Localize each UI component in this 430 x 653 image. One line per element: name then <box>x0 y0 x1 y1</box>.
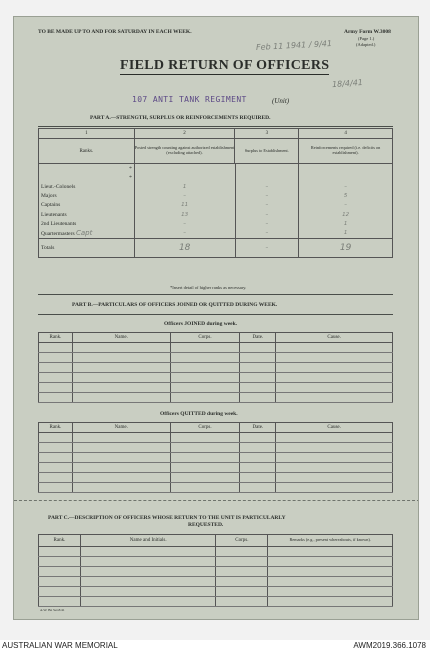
archive-footer <box>0 640 430 653</box>
col-number-3: 3 <box>235 129 299 139</box>
unit-name: 107 ANTI TANK REGIMENT <box>132 95 247 104</box>
surplus-value: – <box>235 219 299 228</box>
joined-title: Officers JOINED during week. <box>164 321 238 327</box>
table-row <box>39 473 393 483</box>
footnote: *Insert detail of higher ranks as necessary. <box>170 285 247 290</box>
posted-value: 1 <box>134 182 235 191</box>
col-corps: Corps. <box>216 535 268 547</box>
col-name: Name. <box>72 423 170 433</box>
surplus-value: – <box>235 201 299 210</box>
table-row <box>39 219 393 228</box>
surplus-value: – <box>235 210 299 219</box>
handwritten-date: Feb 11 1941 / 9/41 <box>255 39 333 52</box>
total-posted: 18 <box>134 238 235 257</box>
col-header-ranks: Ranks. <box>39 139 135 164</box>
col-number-1: 1 <box>39 129 135 139</box>
rank-label: Lieut.-Colonels <box>39 182 135 191</box>
archive-name: AUSTRALIAN WAR MEMORIAL <box>2 641 118 650</box>
handwritten-reference: 18/4/41 <box>331 77 364 90</box>
col-header-surplus: Surplus to Establishment. <box>235 139 299 164</box>
table-row <box>39 463 393 473</box>
table-row <box>39 547 393 557</box>
surplus-value: – <box>235 192 299 201</box>
table-row <box>39 343 393 353</box>
form-title: FIELD RETURN OF OFFICERS <box>120 58 330 73</box>
part-b-heading: PART B.—PARTICULARS OF OFFICERS JOINED OR QUITTED DURING WEEK. <box>72 302 278 308</box>
col-cause: Cause. <box>276 423 393 433</box>
col-cause: Cause. <box>276 333 393 343</box>
table-row <box>39 192 393 201</box>
table-row: * <box>39 164 393 173</box>
adapted-label: (Adapted.) <box>356 42 376 47</box>
col-date: Date. <box>240 333 276 343</box>
part-a-heading: PART A.—STRENGTH, SURPLUS OR REINFORCEMENTS REQUIRED. <box>90 115 271 121</box>
handwritten-rank-note: Capt <box>75 228 93 237</box>
col-date: Date. <box>240 423 276 433</box>
table-row: * <box>39 173 393 182</box>
col-corps: Corps. <box>170 333 240 343</box>
col-rank: Rank. <box>39 333 73 343</box>
field-return-form <box>13 16 419 620</box>
part-c-heading-cont: REQUESTED. <box>188 522 224 528</box>
col-name: Name. <box>72 333 170 343</box>
reinforcements-value: 1 <box>299 219 393 228</box>
col-header-reinforcements: Reinforcements required (i.e. deficits on establishment). <box>299 139 393 164</box>
total-surplus: – <box>235 238 299 257</box>
page-number: (Page 1.) <box>358 36 375 41</box>
table-row <box>39 383 393 393</box>
col-number-4: 4 <box>299 129 393 139</box>
surplus-value: – <box>235 228 299 238</box>
totals-label: Totals <box>39 238 135 257</box>
surplus-value: – <box>235 182 299 191</box>
col-rank: Rank. <box>39 535 81 547</box>
printer-mark: A.W. Bn Ser.8/41 <box>40 608 65 612</box>
table-row <box>39 597 393 607</box>
quitted-title: Officers QUITTED during week. <box>160 411 238 417</box>
posted-value: – <box>134 228 235 238</box>
table-row <box>39 353 393 363</box>
table-row <box>39 453 393 463</box>
joined-table <box>38 332 393 403</box>
table-row <box>39 433 393 443</box>
rank-label: 2nd Lieutenants <box>39 219 135 228</box>
table-row <box>39 483 393 493</box>
table-row <box>39 393 393 403</box>
col-rank: Rank. <box>39 423 73 433</box>
part-c-heading: PART C.—DESCRIPTION OF OFFICERS WHOSE RETURN TO THE UNIT IS PARTICULARLY <box>48 515 286 521</box>
table-row <box>39 443 393 453</box>
reinforcements-value: 1 <box>299 228 393 238</box>
fold-line <box>14 500 419 501</box>
col-number-2: 2 <box>134 129 235 139</box>
posted-value: – <box>134 219 235 228</box>
total-reinforcements: 19 <box>299 238 393 257</box>
reinforcements-value: – <box>299 182 393 191</box>
table-row <box>39 210 393 219</box>
table-row <box>39 363 393 373</box>
rank-label: Quartermasters <box>41 230 75 237</box>
totals-row <box>39 238 393 257</box>
rank-label: Captains <box>39 201 135 210</box>
col-name-initials: Name and Initials. <box>80 535 216 547</box>
rank-label: Majors <box>39 192 135 201</box>
table-row <box>39 201 393 210</box>
posted-value: 13 <box>134 210 235 219</box>
part-c-table <box>38 534 393 607</box>
posted-value: – <box>134 192 235 201</box>
table-row <box>39 567 393 577</box>
reinforcements-value: 12 <box>299 210 393 219</box>
ranks-table <box>38 164 393 258</box>
table-row <box>39 577 393 587</box>
quitted-table <box>38 422 393 493</box>
instruction-text: TO BE MADE UP TO AND FOR SATURDAY IN EACH WEEK. <box>38 29 192 35</box>
reinforcements-value: 5 <box>299 192 393 201</box>
posted-value: 11 <box>134 201 235 210</box>
col-corps: Corps. <box>170 423 240 433</box>
rank-label: Lieutenants <box>39 210 135 219</box>
table-row <box>39 182 393 191</box>
unit-label: (Unit) <box>272 97 290 105</box>
part-a-table <box>38 128 393 164</box>
form-id: Army Form W.3008 <box>344 29 391 35</box>
table-row <box>39 373 393 383</box>
table-row <box>39 587 393 597</box>
reinforcements-value: – <box>299 201 393 210</box>
table-row <box>39 228 393 238</box>
col-remarks: Remarks (e.g., present whereabouts, if known). <box>268 535 393 547</box>
archive-accession: AWM2019.366.1078 <box>353 641 426 650</box>
table-row <box>39 557 393 567</box>
col-header-posted: Posted strength counting against authorized establishment (excluding attached). <box>134 139 235 164</box>
